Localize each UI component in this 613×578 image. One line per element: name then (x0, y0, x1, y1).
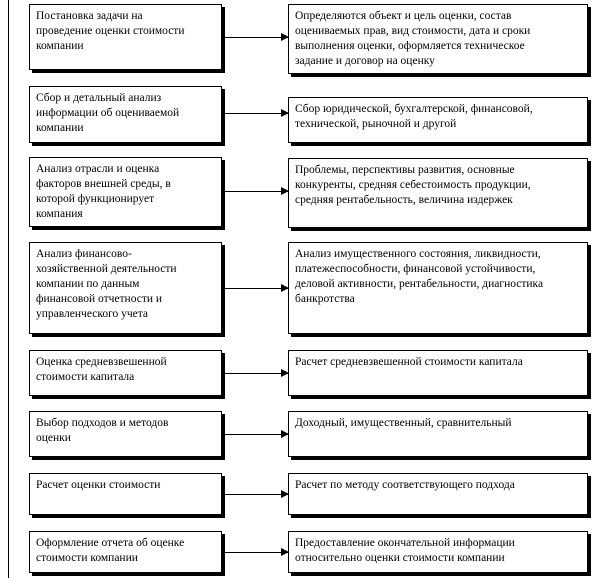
connector-line (8, 0, 9, 578)
detail-box-3: Проблемы, перспективы развития, основные конкуренты, средняя себестоимость продукции, средняя рентабельность, величина издержек (288, 158, 588, 228)
detail-box-6: Доходный, имущественный, сравнительный (288, 411, 588, 457)
step-box-8: Оформление отчета об оценке стоимости компании (29, 531, 222, 573)
arrow-7 (222, 494, 288, 495)
detail-box-5: Расчет средневзвешенной стоимости капитала (288, 350, 588, 396)
arrow-2 (222, 113, 288, 114)
arrow-8 (222, 552, 288, 553)
arrow-6 (222, 434, 288, 435)
step-box-2: Сбор и детальный анализ информации об оцениваемой компании (29, 86, 222, 143)
step-box-5: Оценка средневзвешенной стоимости капитала (29, 350, 222, 396)
arrow-1 (222, 37, 288, 38)
detail-box-4: Анализ имущественного состояния, ликвидности, платежеспособности, финансовой устойчивости, деловой активности, рентабельности, диагностика банкротства (288, 242, 588, 334)
detail-box-2: Сбор юридической, бухгалтерской, финансовой, технической, рыночной и другой (288, 97, 588, 143)
arrow-3 (222, 191, 288, 192)
step-box-6: Выбор подходов и методов оценки (29, 411, 222, 457)
step-box-7: Расчет оценки стоимости (29, 473, 222, 515)
arrow-5 (222, 373, 288, 374)
arrow-4 (222, 288, 288, 289)
step-box-3: Анализ отрасли и оценка факторов внешней среды, в которой функционирует компания (29, 157, 222, 227)
detail-box-8: Предоставление окончательной информации относительно оценки стоимости компании (288, 531, 588, 573)
step-box-1: Постановка задачи на проведение оценки стоимости компании (29, 4, 222, 70)
detail-box-1: Определяются объект и цель оценки, состав оцениваемых прав, вид стоимости, дата и сроки выполнения оценки, оформляется техническое задание и договор на оценку (288, 4, 588, 74)
detail-box-7: Расчет по методу соответствующего подхода (288, 473, 588, 515)
step-box-4: Анализ финансово- хозяйственной деятельности компании по данным финансовой отчетности и управленческого учета (29, 242, 222, 334)
